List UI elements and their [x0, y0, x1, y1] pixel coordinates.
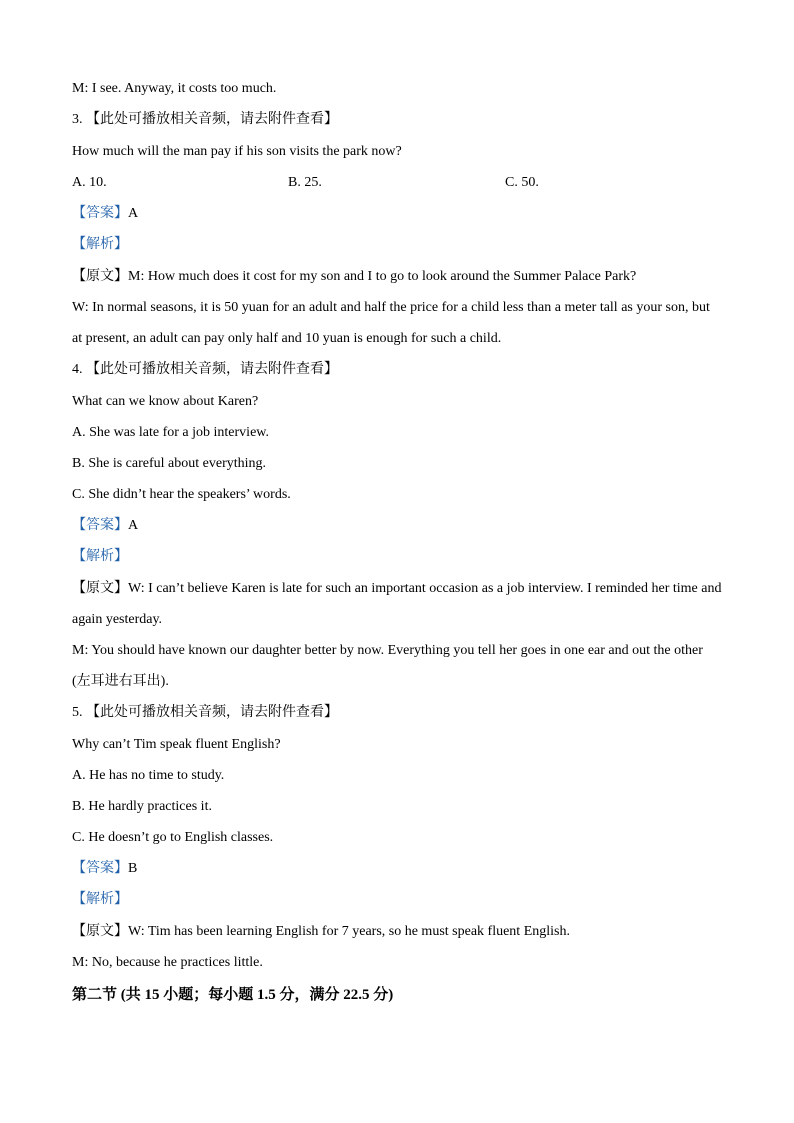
q5-answer-value: B — [128, 861, 138, 876]
q3-option-c: C. 50. — [505, 175, 539, 190]
q5-option-b: B. He hardly practices it. — [72, 799, 212, 814]
q4-transcript-line-4: (左耳进右耳出). — [72, 674, 169, 689]
section-2-title: 第二节 (共 15 小题；每小题 1.5 分，满分 22.5 分) — [72, 987, 394, 1003]
q5-transcript-label: 【原文】 — [72, 924, 128, 939]
q3-question: How much will the man pay if his son visits the park now? — [72, 144, 402, 159]
q5-heading — [72, 703, 732, 723]
q4-transcript-text-1: W: I can’t believe Karen is late for such an important occasion as a job interview. I reminded her time and — [128, 581, 722, 596]
q4-heading — [72, 360, 732, 380]
q5-transcript-text-1: W: Tim has been learning English for 7 years, so he must speak fluent English. — [128, 924, 570, 939]
q4-transcript-line-1 — [72, 579, 732, 599]
q5-answer — [72, 859, 732, 879]
q4-analysis-label: 【解析】 — [72, 549, 128, 564]
q4-analysis — [72, 547, 732, 567]
q5-option-c: C. He doesn’t go to English classes. — [72, 830, 274, 845]
q5-transcript-line-1 — [72, 922, 732, 942]
q4-answer-value: A — [128, 518, 139, 533]
q4-transcript-line-3: M: You should have known our daughter better by now. Everything you tell her goes in one ear and out the other — [72, 643, 703, 658]
q3-number: 3. — [72, 112, 83, 127]
q4-option-c: C. She didn’t hear the speakers’ words. — [72, 487, 291, 502]
q3-audio-note: 【此处可播放相关音频，请去附件查看】 — [86, 112, 338, 127]
q5-transcript-line-2: M: No, because he practices little. — [72, 955, 263, 970]
q3-transcript-label: 【原文】 — [72, 269, 128, 284]
q2-dialogue-tail: M: I see. Anyway, it costs too much. — [72, 81, 277, 96]
q4-option-a: A. She was late for a job interview. — [72, 425, 269, 440]
q3-transcript-line-1 — [72, 267, 732, 287]
q4-answer-label: 【答案】 — [72, 518, 128, 533]
q4-option-b: B. She is careful about everything. — [72, 456, 267, 471]
q3-transcript-line-3: at present, an adult can pay only half and 10 yuan is enough for such a child. — [72, 331, 502, 346]
q3-answer-label: 【答案】 — [72, 206, 128, 221]
q5-analysis — [72, 890, 732, 910]
q3-transcript-text-1: M: How much does it cost for my son and I to go to look around the Summer Palace Park? — [128, 269, 637, 284]
q3-option-b: B. 25. — [288, 175, 322, 190]
q3-answer — [72, 204, 732, 224]
q5-answer-label: 【答案】 — [72, 861, 128, 876]
q5-audio-note: 【此处可播放相关音频，请去附件查看】 — [86, 705, 338, 720]
q4-answer — [72, 516, 732, 536]
q4-transcript-label: 【原文】 — [72, 581, 128, 596]
q3-option-a: A. 10. — [72, 175, 107, 190]
q5-analysis-label: 【解析】 — [72, 892, 128, 907]
q3-analysis — [72, 235, 732, 255]
q3-answer-value: A — [128, 206, 139, 221]
q4-transcript-line-2: again yesterday. — [72, 612, 163, 627]
q3-options — [72, 173, 732, 193]
q5-number: 5. — [72, 705, 83, 720]
q3-transcript-line-2: W: In normal seasons, it is 50 yuan for an adult and half the price for a child less than a meter tall as your son, but — [72, 300, 710, 315]
q4-question: What can we know about Karen? — [72, 394, 259, 409]
q3-analysis-label: 【解析】 — [72, 237, 128, 252]
q4-audio-note: 【此处可播放相关音频，请去附件查看】 — [86, 362, 338, 377]
q5-question: Why can’t Tim speak fluent English? — [72, 737, 281, 752]
q4-number: 4. — [72, 362, 83, 377]
q5-option-a: A. He has no time to study. — [72, 768, 225, 783]
q3-heading — [72, 110, 732, 130]
